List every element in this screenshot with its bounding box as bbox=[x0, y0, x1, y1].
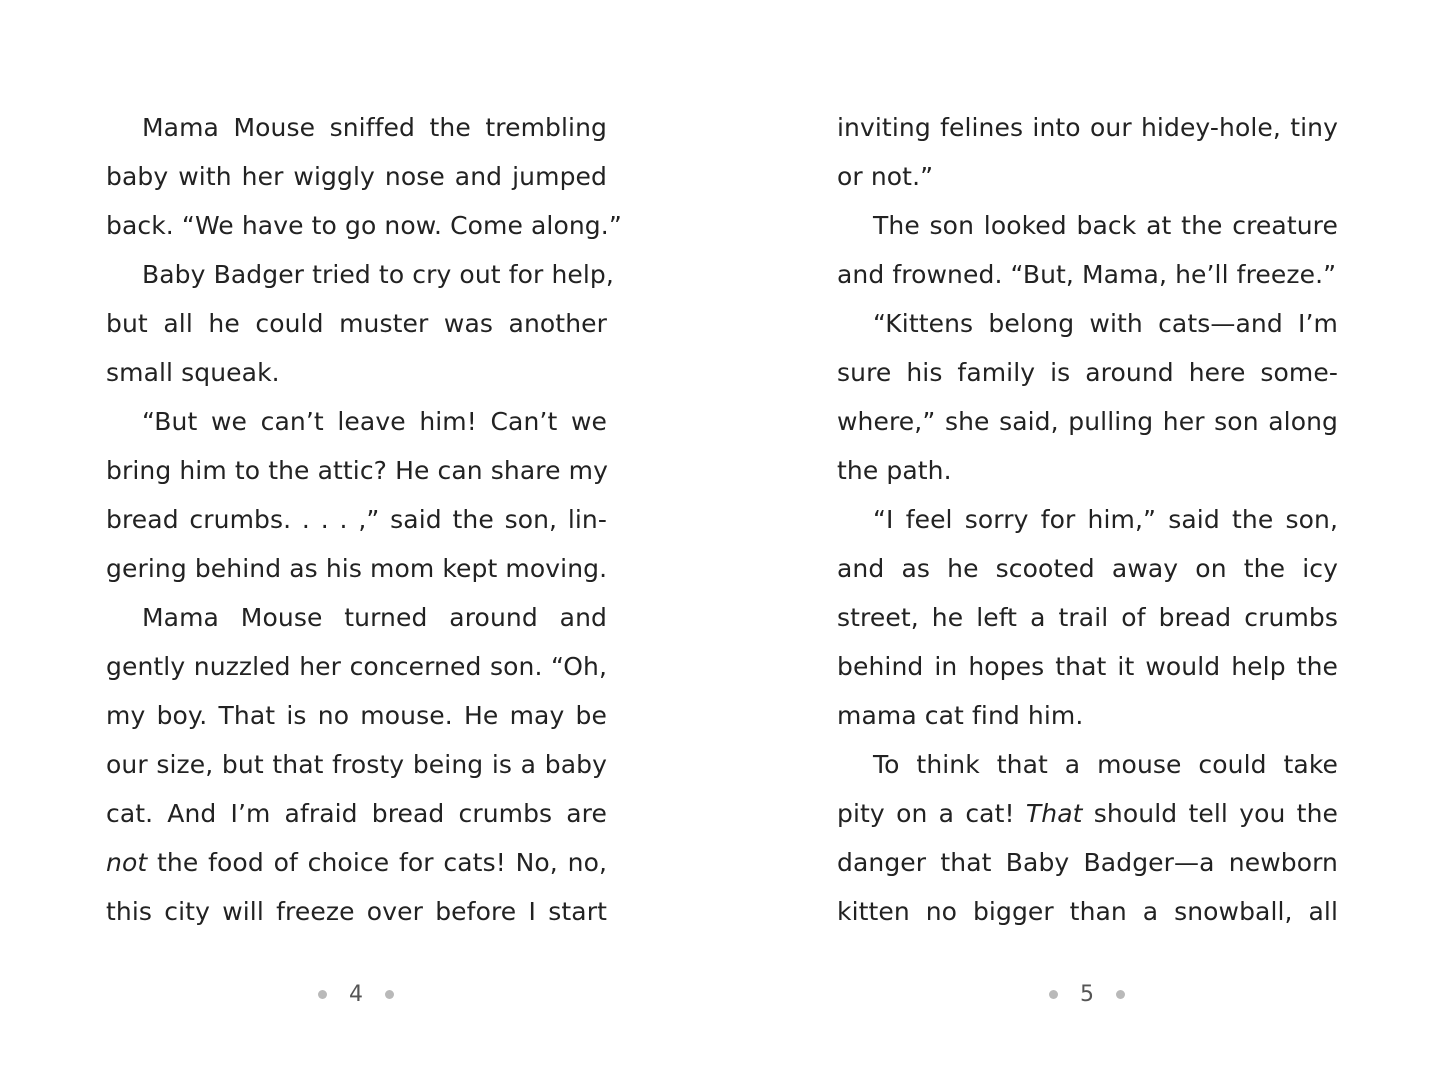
text-line: gently nuzzled her concerned son. “Oh, bbox=[106, 652, 607, 681]
right-page bbox=[722, 0, 1444, 1075]
text-line: the path. bbox=[837, 456, 952, 485]
text-line: behind in hopes that it would help the bbox=[837, 652, 1338, 681]
text-line: sure his family is around here some- bbox=[837, 358, 1338, 387]
text-line: cat. And I’m afraid bread crumbs are bbox=[106, 799, 607, 828]
italic-word: That bbox=[1025, 799, 1083, 828]
page-number: 5 bbox=[1080, 981, 1094, 1007]
text-line: kitten no bigger than a snowball, all bbox=[837, 897, 1338, 926]
folio-dot-icon bbox=[318, 990, 327, 999]
text-line: bring him to the attic? He can share my bbox=[106, 456, 608, 485]
text-line: mama cat find him. bbox=[837, 701, 1084, 730]
folio-dot-icon bbox=[1049, 990, 1058, 999]
text-line: and frowned. “But, Mama, he’ll freeze.” bbox=[837, 260, 1337, 289]
italic-word: not bbox=[106, 848, 148, 877]
text-line: “But we can’t leave him! Can’t we bbox=[142, 407, 607, 436]
page-number-footer bbox=[296, 981, 416, 1007]
text-line-rest: the food of choice for cats! No, no, bbox=[157, 848, 608, 877]
text-line: or not.” bbox=[837, 162, 934, 191]
text-line: Baby Badger tried to cry out for help, bbox=[142, 260, 614, 289]
text-line: baby with her wiggly nose and jumped bbox=[106, 162, 607, 191]
text-line: inviting felines into our hidey-hole, tiny bbox=[837, 113, 1338, 142]
page-number-footer bbox=[1027, 981, 1147, 1007]
text-line: bread crumbs. . . . ,” said the son, lin- bbox=[106, 505, 607, 534]
text-line: Mama Mouse sniffed the trembling bbox=[142, 113, 607, 142]
text-line: back. “We have to go now. Come along.” bbox=[106, 211, 622, 240]
text-line-with-italic bbox=[106, 838, 607, 887]
text-line: The son looked back at the creature bbox=[873, 211, 1338, 240]
text-line: “I feel sorry for him,” said the son, bbox=[873, 505, 1338, 534]
text-line: but all he could muster was another bbox=[106, 309, 607, 338]
text-line-with-italic bbox=[837, 789, 1338, 838]
text-line: Mama Mouse turned around and bbox=[142, 603, 607, 632]
text-line: this city will freeze over before I start bbox=[106, 897, 607, 926]
text-line: our size, but that frosty being is a baby bbox=[106, 750, 607, 779]
folio-dot-icon bbox=[1116, 990, 1125, 999]
page-number: 4 bbox=[349, 981, 363, 1007]
text-line: danger that Baby Badger—a newborn bbox=[837, 848, 1338, 877]
text-line: “Kittens belong with cats—and I’m bbox=[873, 309, 1338, 338]
text-line: To think that a mouse could take bbox=[873, 750, 1338, 779]
text-line: where,” she said, pulling her son along bbox=[837, 407, 1338, 436]
text-line: gering behind as his mom kept moving. bbox=[106, 554, 608, 583]
text-line: and as he scooted away on the icy bbox=[837, 554, 1338, 583]
text-line: my boy. That is no mouse. He may be bbox=[106, 701, 607, 730]
left-page-text bbox=[106, 103, 622, 936]
text-line-rest: should tell you the bbox=[1093, 799, 1339, 828]
right-page-text bbox=[837, 103, 1338, 936]
left-page bbox=[0, 0, 722, 1075]
text-line-start: pity on a cat! bbox=[837, 799, 1015, 828]
text-line: small squeak. bbox=[106, 358, 280, 387]
folio-dot-icon bbox=[385, 990, 394, 999]
text-line: street, he left a trail of bread crumbs bbox=[837, 603, 1338, 632]
